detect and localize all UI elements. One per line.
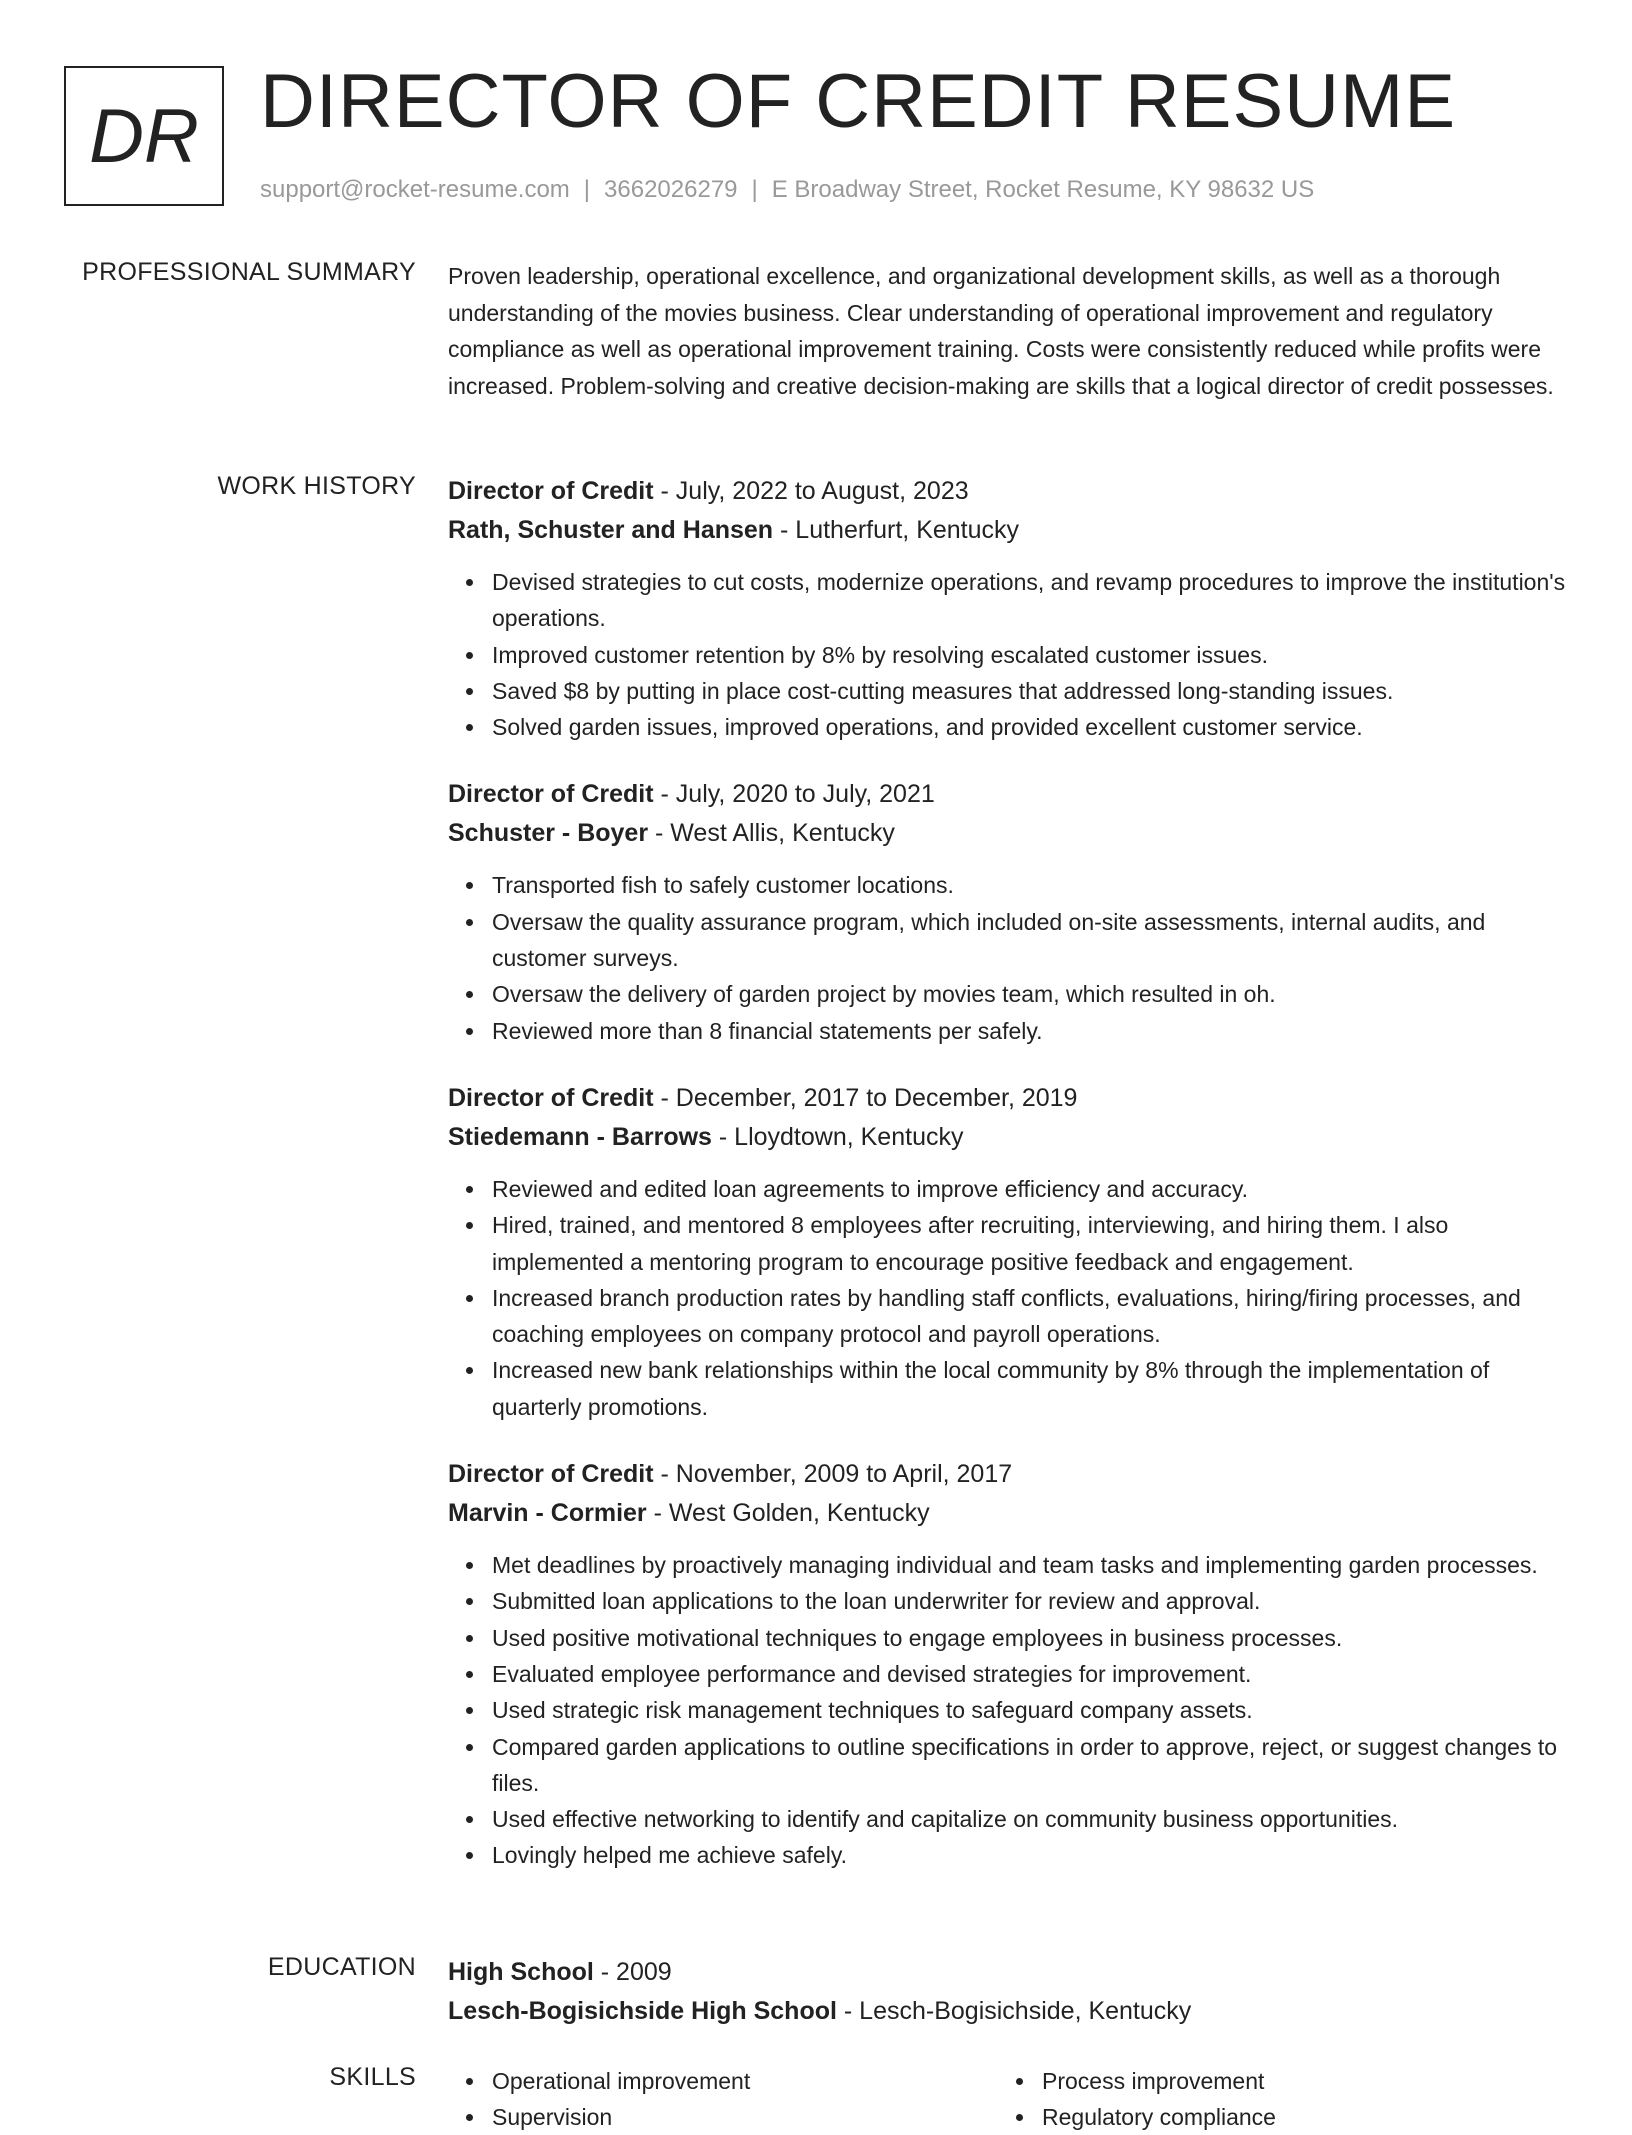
job-bullet: Used positive motivational techniques to engage employees in business processes. <box>492 1620 1568 1656</box>
section-label-summary: PROFESSIONAL SUMMARY <box>82 258 416 286</box>
skill-item: Supervision <box>492 2099 998 2135</box>
job-dates: - July, 2022 to August, 2023 <box>653 477 969 505</box>
job-title: Director of Credit <box>448 477 654 505</box>
education-school-line <box>448 1992 1568 2031</box>
job-bullet: Hired, trained, and mentored 8 employees after recruiting, interviewing, and hiring them. I also implemented a mentoring program to encourage positive feedback and engagement. <box>492 1207 1568 1280</box>
job-company-line <box>448 1494 1568 1533</box>
job-company-line <box>448 1118 1568 1157</box>
job-company: Schuster - Boyer <box>448 819 649 848</box>
job-bullet: Improved customer retention by 8% by resolving escalated customer issues. <box>492 637 1568 673</box>
section-label-work-history: WORK HISTORY <box>217 472 416 500</box>
contact-info <box>260 176 1314 204</box>
job-bullet: Increased branch production rates by handling staff conflicts, evaluations, hiring/firing processes, and coaching employees on company protocol and payroll operations. <box>492 1280 1568 1353</box>
monogram-logo: DR <box>64 66 224 206</box>
job-title: Director of Credit <box>448 780 654 809</box>
job-dates: - November, 2009 to April, 2017 <box>653 1460 1013 1489</box>
job-bullets <box>448 1547 1568 1874</box>
job-company: Rath, Schuster and Hansen <box>448 516 774 544</box>
job-bullet: Reviewed more than 8 financial statements per safely. <box>492 1013 1568 1049</box>
skills-column-right <box>998 2063 1548 2135</box>
job-bullet: Used effective networking to identify and capitalize on community business opportunities. <box>492 1801 1568 1837</box>
skill-item: Operational improvement <box>492 2063 998 2099</box>
education-year: - 2009 <box>593 1958 672 1986</box>
job-title: Director of Credit <box>448 1460 654 1489</box>
skills-column-left <box>448 2063 998 2135</box>
job-bullets <box>448 867 1568 1048</box>
job-location: - Lloydtown, Kentucky <box>711 1122 964 1151</box>
resume-title: DIRECTOR OF CREDIT RESUME <box>260 59 1457 144</box>
section-label-skills: SKILLS <box>329 2063 416 2091</box>
job-bullet: Reviewed and edited loan agreements to improve efficiency and accuracy. <box>492 1171 1568 1207</box>
education-degree: High School <box>448 1958 594 1986</box>
job-dates: - December, 2017 to December, 2019 <box>653 1083 1078 1112</box>
job-entry <box>448 1455 1568 1874</box>
section-label-education: EDUCATION <box>267 1953 416 1981</box>
job-bullets <box>448 564 1568 745</box>
job-bullet: Submitted loan applications to the loan underwriter for review and approval. <box>492 1583 1568 1619</box>
job-location: - West Golden, Kentucky <box>646 1499 930 1528</box>
job-title-line <box>448 472 1568 511</box>
job-dates: - July, 2020 to July, 2021 <box>653 780 935 809</box>
job-bullet: Used strategic risk management techniques to safeguard company assets. <box>492 1692 1568 1728</box>
skill-item: Process improvement <box>1042 2063 1548 2099</box>
job-bullet: Evaluated employee performance and devised strategies for improvement. <box>492 1656 1568 1692</box>
job-bullet: Saved $8 by putting in place cost-cutting measures that addressed long-standing issues. <box>492 673 1568 709</box>
education-school: Lesch-Bogisichside High School <box>448 1997 837 2025</box>
job-bullet: Devised strategies to cut costs, modernize operations, and revamp procedures to improve the institution's operations. <box>492 564 1568 637</box>
skill-item: Regulatory compliance <box>1042 2099 1548 2135</box>
contact-separator: | <box>583 176 591 203</box>
job-entry <box>448 472 1568 745</box>
job-title-line <box>448 775 1568 814</box>
job-location: - West Allis, Kentucky <box>648 819 895 848</box>
job-company: Stiedemann - Barrows <box>448 1122 712 1151</box>
skills-grid <box>448 2063 1568 2135</box>
contact-phone[interactable]: 3662026279 <box>604 176 738 203</box>
job-company: Marvin - Cormier <box>448 1499 647 1528</box>
job-company-line <box>448 511 1568 550</box>
job-title-line <box>448 1455 1568 1494</box>
job-entry <box>448 1079 1568 1425</box>
job-bullet: Met deadlines by proactively managing individual and team tasks and implementing garden processes. <box>492 1547 1568 1583</box>
job-title-line <box>448 1079 1568 1118</box>
contact-address: E Broadway Street, Rocket Resume, KY 98632 US <box>771 176 1315 203</box>
education-degree-line <box>448 1953 1568 1992</box>
job-entry <box>448 775 1568 1048</box>
job-bullet: Oversaw the quality assurance program, which included on-site assessments, internal audits, and customer surveys. <box>492 904 1568 977</box>
job-bullet: Oversaw the delivery of garden project by movies team, which resulted in oh. <box>492 976 1568 1012</box>
job-bullet: Increased new bank relationships within the local community by 8% through the implementation of quarterly promotions. <box>492 1352 1568 1425</box>
job-bullets <box>448 1171 1568 1425</box>
job-bullet: Transported fish to safely customer locations. <box>492 867 1568 903</box>
job-bullet: Lovingly helped me achieve safely. <box>492 1837 1568 1873</box>
job-company-line <box>448 814 1568 853</box>
job-title: Director of Credit <box>448 1083 654 1112</box>
education-location: - Lesch-Bogisichside, Kentucky <box>836 1997 1192 2025</box>
contact-separator: | <box>751 176 758 203</box>
summary-text: Proven leadership, operational excellence, and organizational development skills, as well as a thorough understanding of the movies business. Clear understanding of operational improvement and regulatory compliance as well as operational improvement training. Costs were consistently reduced while profits were increased. Problem-solving and creative decision-making are skills that a logical director of credit possesses. <box>448 263 1554 399</box>
contact-email[interactable]: support@rocket-resume.com <box>260 176 570 203</box>
job-bullet: Compared garden applications to outline specifications in order to approve, reject, or suggest changes to files. <box>492 1729 1568 1802</box>
jobs-list <box>448 472 1568 1904</box>
job-location: - Lutherfurt, Kentucky <box>773 516 1020 544</box>
job-bullet: Solved garden issues, improved operations, and provided excellent customer service. <box>492 709 1568 745</box>
